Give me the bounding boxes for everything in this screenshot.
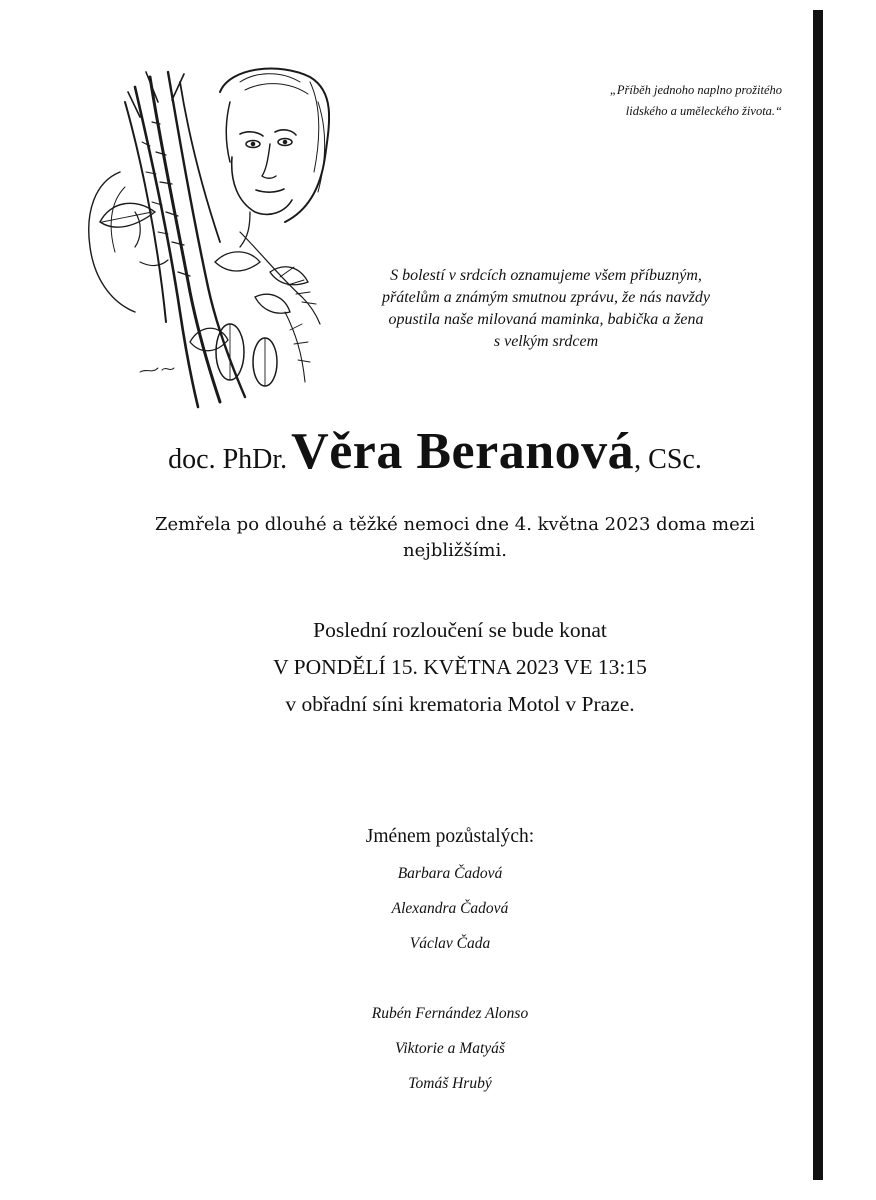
- announcement-line-2: přátelům a známým smutnou zprávu, že nás navždy: [382, 289, 710, 306]
- mourner-name: Viktorie a Matyáš: [395, 1040, 505, 1057]
- motto-line-2: lidského a uměleckého života.“: [625, 104, 782, 118]
- mourner-name: Tomáš Hrubý: [408, 1075, 492, 1092]
- death-notice-line-2: nejbližšími.: [403, 540, 507, 561]
- academic-title-suffix: , CSc.: [634, 444, 702, 475]
- motto-quote: [520, 80, 782, 122]
- academic-title-prefix: doc. PhDr.: [168, 444, 288, 475]
- black-border-line: [813, 10, 823, 1180]
- mourner-name: Alexandra Čadová: [391, 900, 509, 917]
- mourners-section: [240, 822, 660, 1101]
- mourners-spacer: [240, 961, 660, 996]
- funeral-date: V PONDĚLÍ 15. KVĚTNA 2023 VE 13:15: [273, 655, 647, 679]
- mourner-name: Barbara Čadová: [397, 865, 503, 882]
- mourners-heading: Jménem pozůstalých:: [365, 826, 535, 847]
- death-notice: [135, 512, 775, 564]
- funeral-location: v obřadní síni krematoria Motol v Praze.: [285, 692, 635, 716]
- motto-line-1: „Příběh jednoho naplno prožitého: [609, 83, 782, 97]
- announcement-line-1: S bolestí v srdcích oznamujeme všem příbuzným,: [390, 267, 702, 284]
- death-notice-line-1: Zemřela po dlouhé a těžké nemoci dne 4. května 2023 doma mezi: [154, 514, 756, 535]
- deceased-name: Věra Beranová: [291, 423, 635, 480]
- mourner-name: Václav Čada: [409, 935, 491, 952]
- announcement-text: [322, 265, 770, 353]
- deceased-name-line: [0, 422, 870, 481]
- announcement-line-4: s velkým srdcem: [493, 333, 599, 350]
- portrait-sketch-icon: [80, 62, 330, 412]
- funeral-info: [160, 612, 760, 723]
- announcement-line-3: opustila naše milovaná maminka, babička a žena: [388, 311, 704, 328]
- mourner-name: Rubén Fernández Alonso: [371, 1005, 529, 1022]
- funeral-line-1: Poslední rozloučení se bude konat: [313, 618, 607, 642]
